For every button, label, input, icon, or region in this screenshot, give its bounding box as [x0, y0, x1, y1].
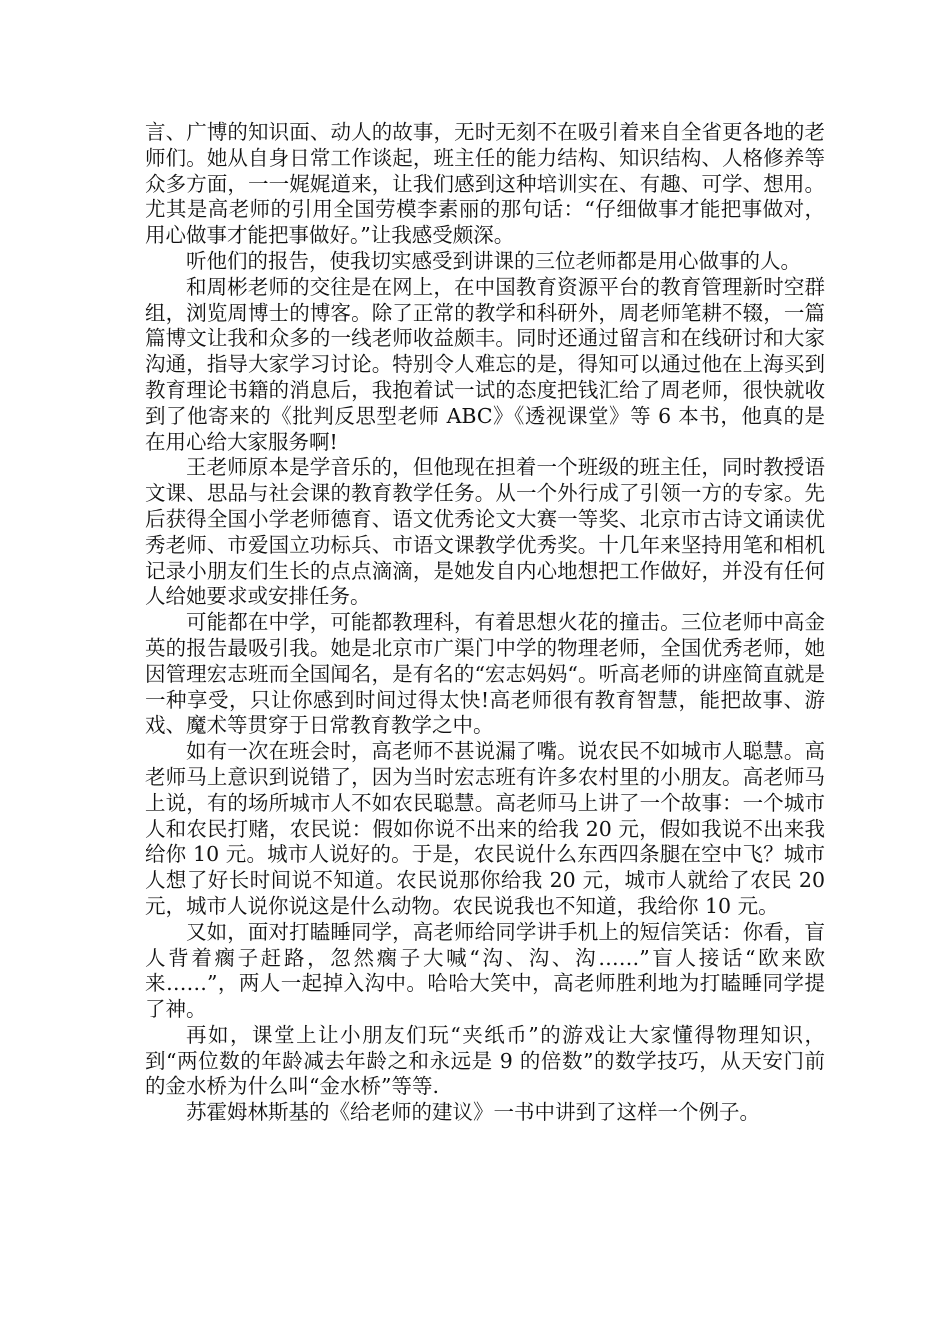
paragraph-6: 如有一次在班会时，高老师不甚说漏了嘴。说农民不如城市人聪慧。高老师马上意识到说错了，因为当时宏志班有许多农村里的小朋友。高老师马上说，有的场所城市人不如农民聪慧。高老师马上讲了一个故事：一个城市人和农民打赌，农民说：假如你说不出来的给我 20 元，假如我说不出来我给你 10 元。城市人说好的。于是，农民说什么东西四条腿在空中飞？城市人想了好长时间说不知道。农民说那你给我 20 元，城市人就给了农民 20 元，城市人说你说这是什么动物。农民说我也不知道，我给你 10 元。 — [145, 739, 825, 918]
paragraph-2: 听他们的报告，使我切实感受到讲课的三位老师都是用心做事的人。 — [186, 248, 801, 273]
paragraph-9: 苏霍姆林斯基的《给老师的建议》一书中讲到了这样一个例子。 — [186, 1100, 760, 1125]
paragraph-3: 和周彬老师的交往是在网上，在中国教育资源平台的教育管理新时空群组，浏览周博士的博客。除了正常的教学和科研外，周老师笔耕不辍，一篇篇博文让我和众多的一线老师收益颇丰。同时还通过留言和在线研讨和大家沟通，指导大家学习讨论。特别令人难忘的是，得知可以通过他在上海买到教育理论书籍的消息后，我抱着试一试的态度把钱汇给了周老师，很快就收到了他寄来的《批判反思型老师 ABC》《透视课堂》等 6 本书，他真的是在用心给大家服务啊! — [145, 274, 825, 454]
paragraph-7: 又如，面对打瞌睡同学，高老师给同学讲手机上的短信笑话：你看，盲人背着瘸子赶路，忽然瘸子大喊“沟、沟、沟……”盲人接话“欧来欧来……”，两人一起掉入沟中。哈哈大笑中，高老师胜利地为打瞌睡同学提了神。 — [145, 919, 825, 1022]
document-page — [145, 120, 825, 1126]
paragraph-8: 再如，课堂上让小朋友们玩“夹纸币”的游戏让大家懂得物理知识，到“两位数的年龄减去年龄之和永远是 9 的倍数”的数学技巧，从天安门前的金水桥为什么叫“金水桥”等等. — [145, 1022, 825, 1099]
paragraph-4: 王老师原本是学音乐的，但他现在担着一个班级的班主任，同时教授语文课、思品与社会课的教育教学任务。从一个外行成了引领一方的专家。先后获得全国小学老师德育、语文优秀论文大赛一等奖、北京市古诗文诵读优秀老师、市爱国立功标兵、市语文课教学优秀奖。十几年来坚持用笔和相机记录小朋友们生长的点点滴滴，是她发自内心地想把工作做好，并没有任何人给她要求或安排任务。 — [145, 455, 825, 609]
paragraph-1: 言、广博的知识面、动人的故事，无时无刻不在吸引着来自全省更各地的老师们。她从自身日常工作谈起，班主任的能力结构、知识结构、人格修养等众多方面，一一娓娓道来，让我们感到这种培训实在、有趣、可学、想用。尤其是高老师的引用全国劳模李素丽的那句话：“仔细做事才能把事做对，用心做事才能把事做好。”让我感受颇深。 — [145, 120, 825, 248]
paragraph-5: 可能都在中学，可能都教理科，有着思想火花的撞击。三位老师中高金英的报告最吸引我。她是北京市广渠门中学的物理老师，全国优秀老师，她因管理宏志班而全国闻名，是有名的“宏志妈妈“。听高老师的讲座简直就是一种享受，只让你感到时间过得太快!高老师很有教育智慧，能把故事、游戏、魔术等贯穿于日常教育教学之中。 — [145, 610, 825, 738]
